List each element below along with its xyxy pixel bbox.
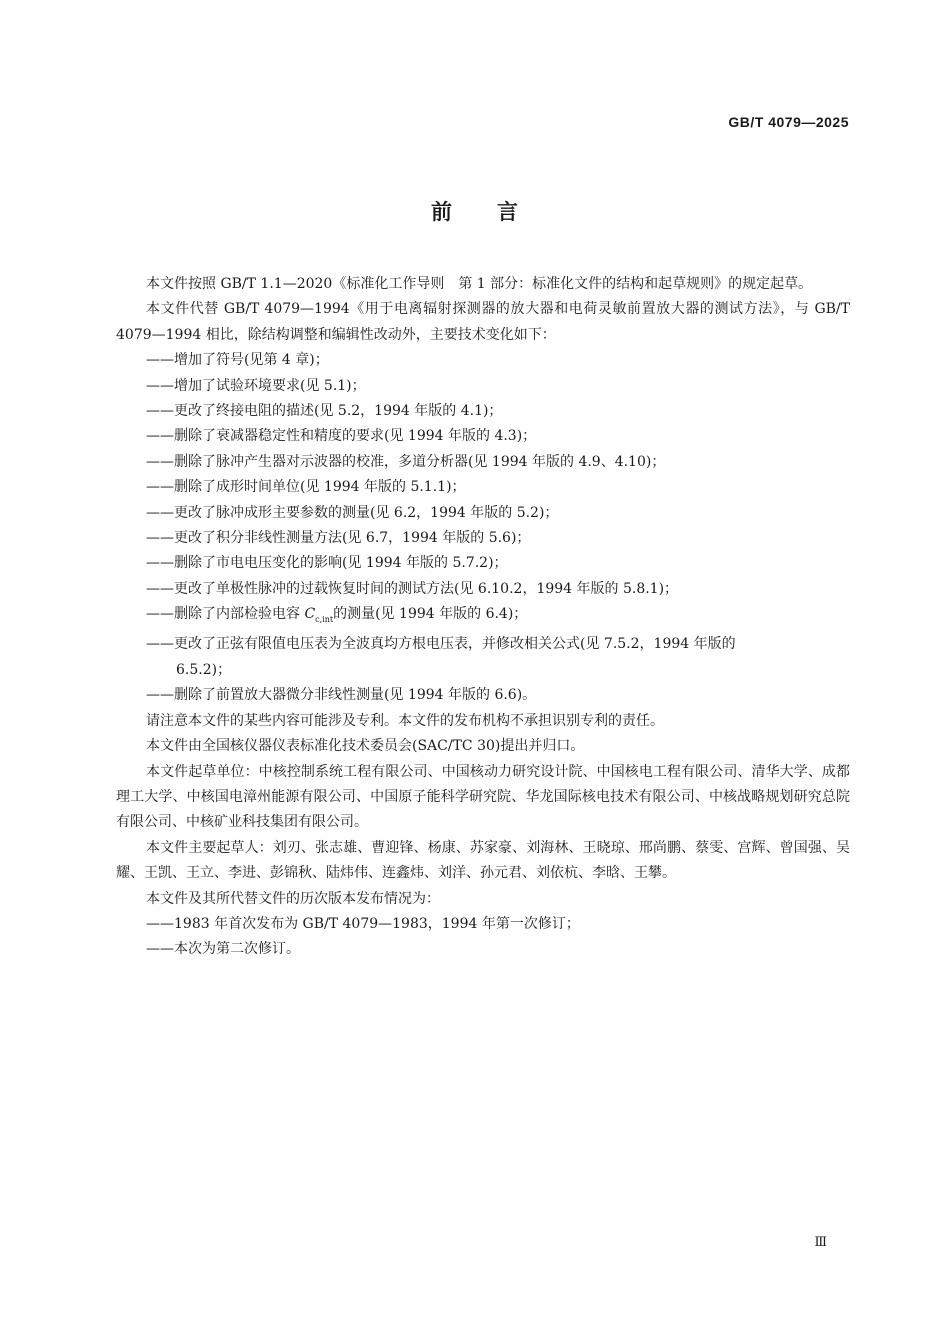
list-item: ——增加了试验环境要求(见 5.1)； — [146, 377, 366, 394]
title-char-2: 言 — [497, 200, 519, 224]
standard-code: GB/T 4079—2025 — [728, 114, 849, 130]
list-item: ——删除了市电电压变化的影响(见 1994 年版的 5.7.2)； — [146, 555, 508, 572]
paragraph-drafters: 本文件主要起草人：刘刃、张志雄、曹迎锋、杨康、苏家豪、刘海林、王晓琼、邢尚鹏、蔡雯、宫辉、曾国强、吴耀、王凯、王立、李进、彭锦秋、陆炜伟、连鑫炜、刘洋、孙元君、刘依杭、李晗、王攀。 — [116, 839, 850, 882]
list-item-sine: ——更改了正弦有限值电压表为全波真均方根电压表，并修改相关公式(见 7.5.2，1994 年版的 — [146, 636, 736, 653]
list-item: ——本次为第二次修订。 — [146, 941, 300, 958]
list-item: ——删除了成形时间单位(见 1994 年版的 5.1.1)； — [146, 479, 466, 496]
foreword-body — [116, 272, 850, 963]
cint-symbol: C — [304, 606, 316, 623]
list-item: ——删除了脉冲产生器对示波器的校准，多道分析器(见 1994 年版的 4.9、4.10)； — [146, 453, 666, 470]
paragraph-replacement: 本文件代替 GB/T 4079—1994《用于电离辐射探测器的放大器和电荷灵敏前置放大器的测试方法》，与 GB/T 4079—1994 相比，除结构调整和编辑性改动外，主要技术变化如下： — [116, 301, 850, 343]
list-item: ——更改了终接电阻的描述(见 5.2，1994 年版的 4.1)； — [146, 403, 503, 420]
list-item: ——删除了衰减器稳定性和精度的要求(见 1994 年版的 4.3)； — [146, 428, 537, 445]
paragraph-drafting-rules: 本文件按照 GB/T 1.1—2020《标准化工作导则 第 1 部分：标准化文件的结构和起草规则》的规定起草。 — [146, 276, 813, 292]
cint-suffix: 的测量(见 1994 年版的 6.4)； — [333, 606, 528, 623]
paragraph-history: 本文件及其所代替文件的历次版本发布情况为： — [146, 890, 440, 907]
list-item: ——更改了单极性脉冲的过载恢复时间的测试方法(见 6.10.2，1994 年版的 5.8.1)； — [146, 580, 679, 597]
title-char-1: 前 — [431, 200, 453, 224]
list-item-sine-cont: 6.5.2)； — [176, 661, 232, 678]
page-number: Ⅲ — [814, 1235, 827, 1250]
cint-subscript: c,int — [315, 615, 334, 625]
list-item-cint — [116, 602, 850, 632]
list-item: ——增加了符号(见第 4 章)； — [146, 352, 329, 369]
paragraph-drafting-units: 本文件起草单位：中核控制系统工程有限公司、中国核动力研究设计院、中国核电工程有限公司、清华大学、成都理工大学、中核国电漳州能源有限公司、中国原子能科学研究院、华龙国际核电技术有限公司、中核战略规划研究总院有限公司、中核矿业科技集团有限公司。 — [116, 763, 850, 831]
paragraph-patent: 请注意本文件的某些内容可能涉及专利。本文件的发布机构不承担识别专利的责任。 — [146, 712, 664, 729]
cint-prefix: ——删除了内部检验电容 — [146, 606, 305, 623]
paragraph-committee: 本文件由全国核仪器仪表标准化技术委员会(SAC/TC 30)提出并归口。 — [146, 738, 585, 755]
list-item: ——1983 年首次发布为 GB/T 4079—1983，1994 年第一次修订； — [146, 915, 580, 932]
list-item: ——更改了脉冲成形主要参数的测量(见 6.2，1994 年版的 5.2)； — [146, 504, 559, 521]
list-item: ——更改了积分非线性测量方法(见 6.7，1994 年版的 5.6)； — [146, 530, 531, 547]
page-title — [0, 196, 950, 226]
list-item: ——删除了前置放大器微分非线性测量(见 1994 年版的 6.6)。 — [146, 687, 537, 704]
